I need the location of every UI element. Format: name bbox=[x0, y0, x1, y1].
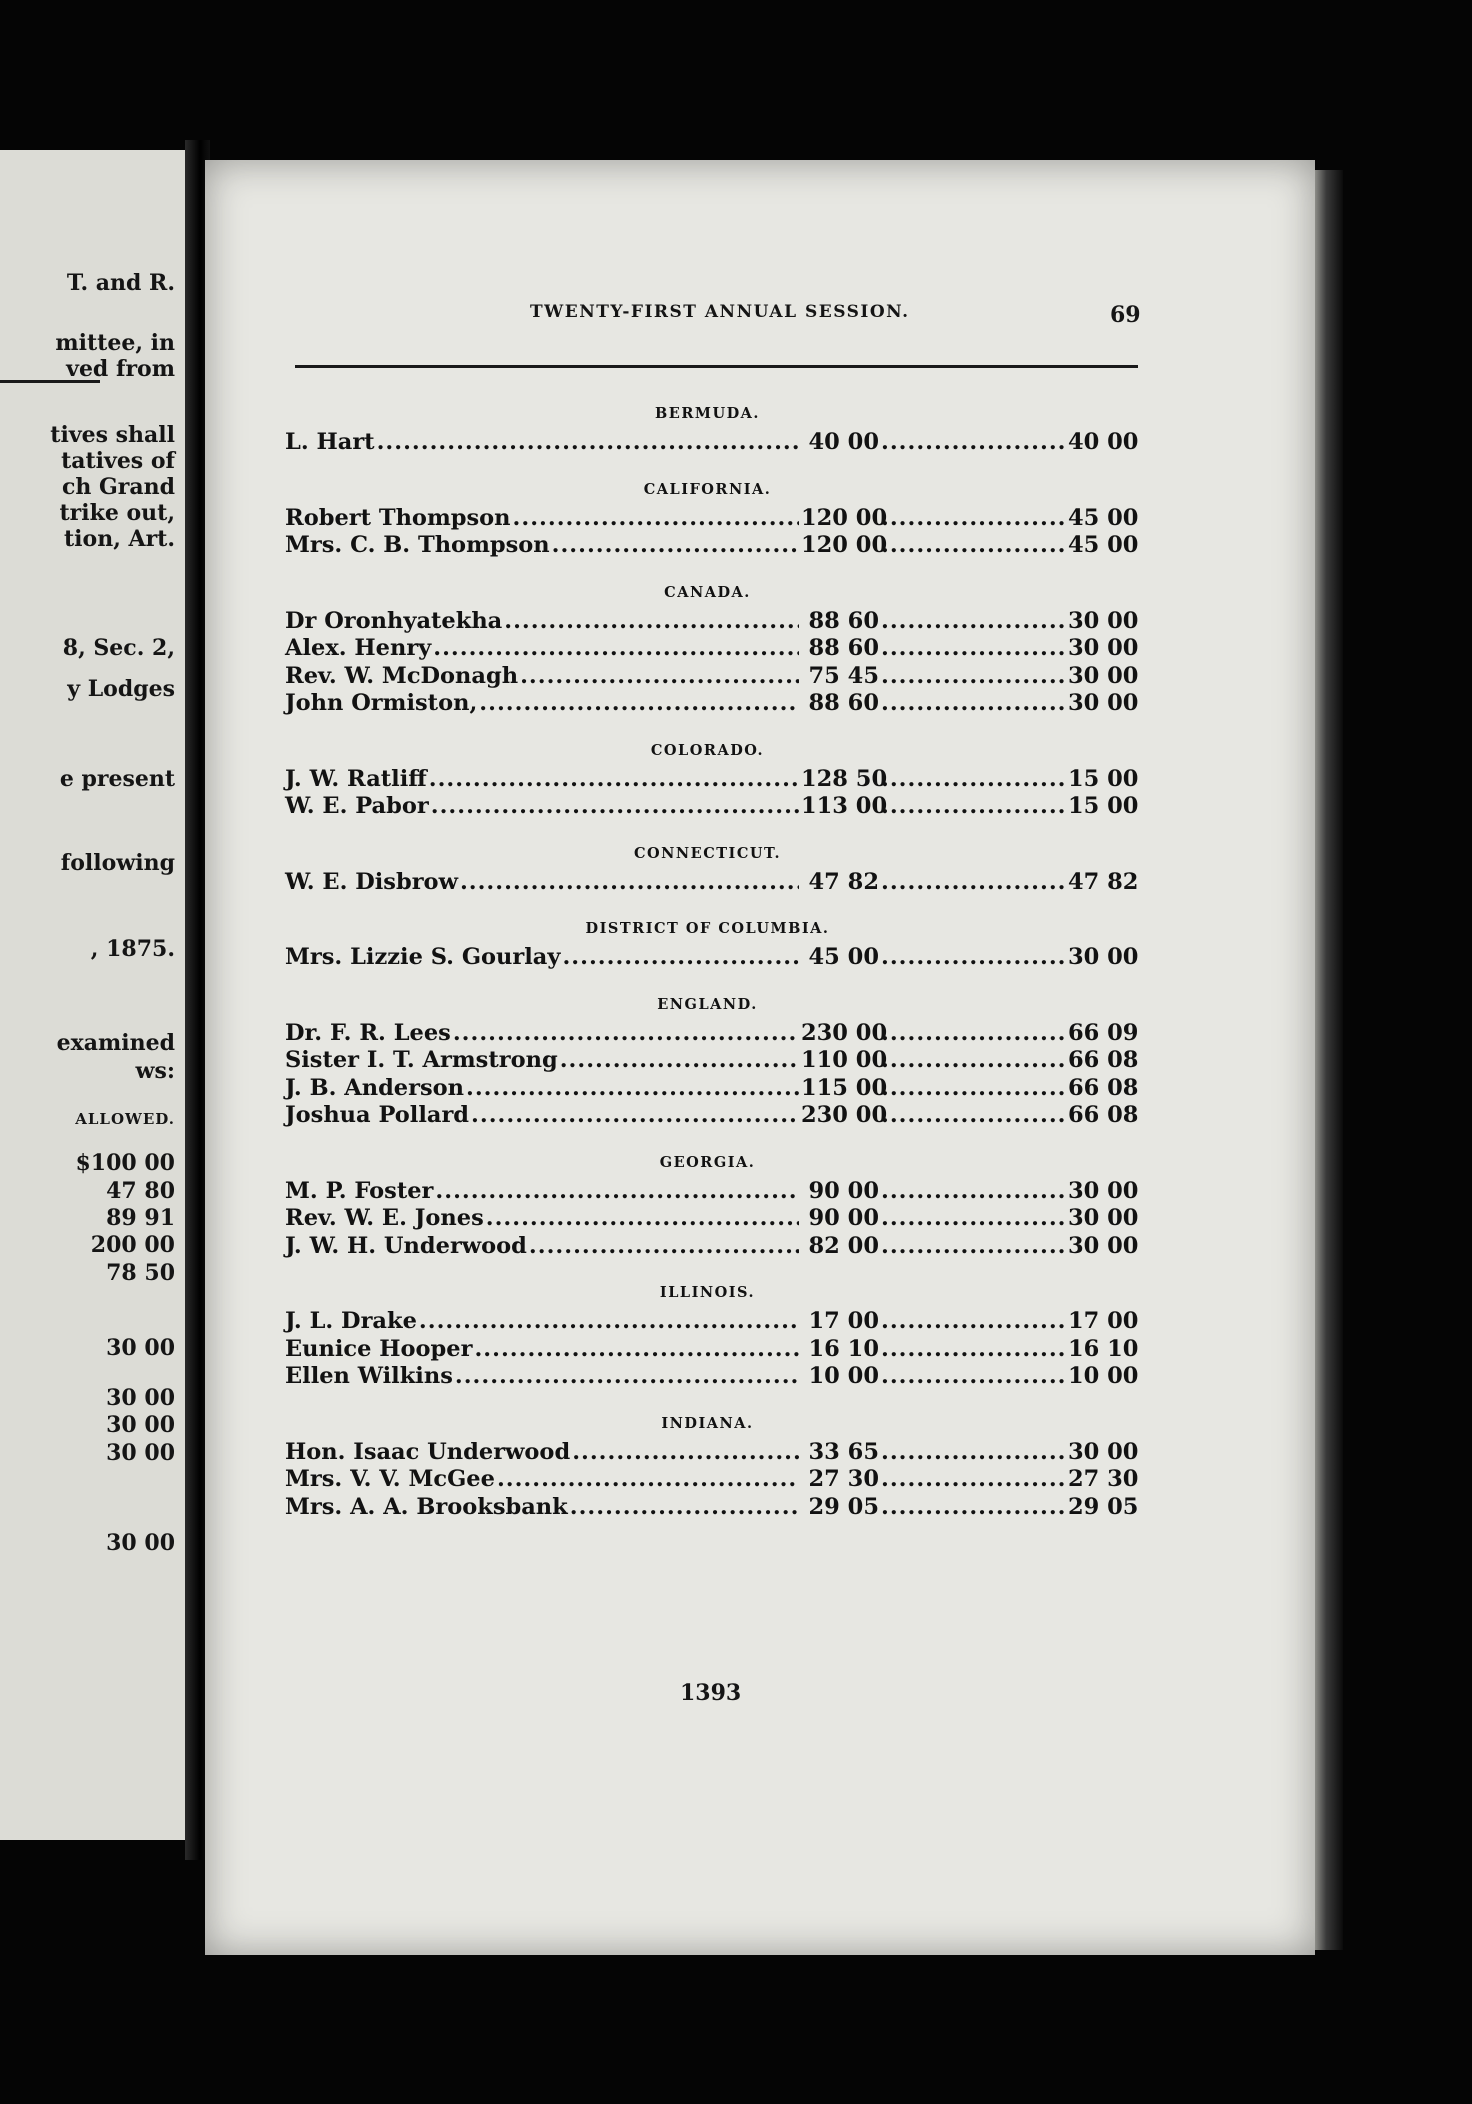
member-name: J. W. H. Underwood bbox=[285, 1232, 527, 1259]
leader-dots bbox=[377, 429, 799, 457]
leader-dots bbox=[881, 869, 1066, 897]
left-page-fragment: examined bbox=[56, 1030, 175, 1056]
leader-dots bbox=[431, 793, 799, 821]
amount-allowed: 66 08 bbox=[1068, 1047, 1139, 1073]
amount-allowed: 47 82 bbox=[1068, 868, 1139, 895]
leader-dots bbox=[520, 663, 799, 691]
leader-dots bbox=[881, 1020, 1066, 1048]
leader-dots bbox=[570, 1494, 799, 1522]
amount-claimed: 88 60 bbox=[808, 607, 879, 634]
amount-allowed: 27 30 bbox=[1068, 1466, 1139, 1492]
section-title: CANADA. bbox=[664, 583, 751, 601]
expense-row bbox=[285, 1232, 1139, 1261]
left-page-fragment: following bbox=[60, 850, 175, 876]
leader-dots bbox=[881, 1336, 1066, 1364]
member-name: Hon. Isaac Underwood bbox=[285, 1438, 571, 1465]
leader-dots bbox=[513, 505, 799, 533]
leader-dots bbox=[486, 1205, 799, 1233]
left-page-fragment: 8, Sec. 2, bbox=[62, 635, 175, 661]
member-name: Eunice Hooper bbox=[285, 1335, 473, 1362]
leader-dots bbox=[529, 1233, 799, 1261]
leader-dots bbox=[881, 663, 1066, 691]
leader-dots bbox=[881, 429, 1066, 457]
expense-row bbox=[285, 1205, 1139, 1233]
amount-allowed: 30 00 bbox=[1068, 1177, 1139, 1204]
expense-row bbox=[285, 1493, 1139, 1522]
expense-row bbox=[285, 793, 1139, 821]
amount-claimed: 110 00 bbox=[801, 1047, 888, 1073]
section-title: GEORGIA. bbox=[659, 1153, 756, 1171]
amount-allowed: 30 00 bbox=[1068, 1232, 1139, 1259]
expense-row bbox=[285, 690, 1139, 718]
amount-claimed: 128 50 bbox=[801, 765, 888, 792]
leader-dots bbox=[881, 532, 1066, 560]
leader-dots bbox=[881, 690, 1066, 718]
left-page-fragment: tives shall bbox=[50, 422, 175, 448]
expense-row bbox=[285, 607, 1139, 636]
left-page-fragment: 30 00 bbox=[106, 1440, 175, 1466]
member-name: Ellen Wilkins bbox=[285, 1363, 453, 1389]
leader-dots bbox=[881, 505, 1066, 533]
left-page-fragment: 78 50 bbox=[106, 1260, 175, 1286]
amount-claimed: 120 00 bbox=[801, 504, 888, 531]
member-name: Mrs. A. A. Brooksbank bbox=[285, 1493, 568, 1520]
member-name: J. L. Drake bbox=[285, 1308, 417, 1334]
expense-row bbox=[285, 1074, 1139, 1103]
member-name: Mrs. V. V. McGee bbox=[285, 1466, 495, 1492]
expense-row bbox=[285, 662, 1139, 691]
amount-claimed: 45 00 bbox=[808, 944, 879, 970]
leader-dots bbox=[433, 635, 799, 663]
expense-row bbox=[285, 504, 1139, 533]
left-page-fragment: ALLOWED. bbox=[75, 1110, 175, 1128]
member-name: Mrs. C. B. Thompson bbox=[285, 532, 550, 558]
amount-allowed: 45 00 bbox=[1068, 532, 1139, 558]
amount-claimed: 230 00 bbox=[801, 1102, 888, 1128]
amount-allowed: 30 00 bbox=[1068, 662, 1139, 689]
left-page-fragment: ved from bbox=[66, 356, 175, 382]
amount-allowed: 29 05 bbox=[1068, 1493, 1139, 1520]
member-name: Robert Thompson bbox=[285, 504, 511, 531]
amount-allowed: 30 00 bbox=[1068, 944, 1139, 970]
expense-row bbox=[285, 868, 1139, 897]
left-page-fragment: tion, Art. bbox=[64, 526, 175, 552]
amount-claimed: 115 00 bbox=[801, 1074, 888, 1101]
leader-dots bbox=[881, 1102, 1066, 1130]
left-page-fragment: T. and R. bbox=[66, 270, 175, 296]
leader-dots bbox=[881, 608, 1066, 636]
running-head: TWENTY-FIRST ANNUAL SESSION. bbox=[530, 302, 910, 322]
leader-dots bbox=[497, 1466, 799, 1494]
member-name: W. E. Pabor bbox=[285, 793, 429, 819]
left-page-fragment: 30 00 bbox=[106, 1335, 175, 1361]
member-name: Rev. W. McDonagh bbox=[285, 662, 519, 689]
leader-dots bbox=[881, 1233, 1066, 1261]
left-page-fragment: ch Grand bbox=[61, 474, 175, 500]
member-name: Dr. F. R. Lees bbox=[285, 1019, 451, 1046]
expense-row bbox=[285, 1019, 1139, 1048]
leader-dots bbox=[435, 1178, 799, 1206]
leader-dots bbox=[460, 869, 799, 897]
header-rule bbox=[295, 365, 1138, 368]
leader-dots bbox=[881, 1466, 1066, 1494]
expense-row bbox=[285, 1308, 1139, 1336]
amount-allowed: 66 08 bbox=[1068, 1102, 1139, 1128]
amount-claimed: 10 00 bbox=[808, 1363, 879, 1389]
expense-row bbox=[285, 944, 1139, 972]
amount-allowed: 40 00 bbox=[1068, 429, 1139, 455]
amount-claimed: 88 60 bbox=[808, 635, 879, 661]
leader-dots bbox=[504, 608, 799, 636]
leader-dots bbox=[474, 1336, 799, 1364]
left-page-fragment: trike out, bbox=[59, 500, 175, 526]
left-page-fragment: mittee, in bbox=[55, 330, 175, 356]
amount-allowed: 66 09 bbox=[1068, 1019, 1139, 1046]
left-page-fragment: tatives of bbox=[61, 448, 175, 474]
amount-allowed: 45 00 bbox=[1068, 504, 1139, 531]
member-name: J. B. Anderson bbox=[285, 1074, 465, 1101]
left-page-fragment: 200 00 bbox=[90, 1232, 175, 1258]
leader-dots bbox=[453, 1020, 799, 1048]
page-number: 69 bbox=[1110, 302, 1141, 328]
leader-dots bbox=[562, 944, 799, 972]
leader-dots bbox=[881, 1075, 1066, 1103]
amount-allowed: 10 00 bbox=[1068, 1363, 1139, 1389]
leader-dots bbox=[881, 944, 1066, 972]
expense-list bbox=[285, 395, 1139, 1535]
leader-dots bbox=[466, 1075, 799, 1103]
section-title: ENGLAND. bbox=[657, 995, 758, 1013]
expense-row bbox=[285, 1177, 1139, 1206]
expense-row bbox=[285, 1047, 1139, 1075]
leader-dots bbox=[471, 1102, 799, 1130]
section-title: INDIANA. bbox=[661, 1414, 754, 1432]
amount-allowed: 17 00 bbox=[1068, 1308, 1139, 1334]
expense-row bbox=[285, 1438, 1139, 1467]
left-page-fragment: ws: bbox=[135, 1058, 175, 1084]
amount-claimed: 113 00 bbox=[801, 793, 888, 819]
member-name: M. P. Foster bbox=[285, 1177, 434, 1204]
leader-dots bbox=[881, 793, 1066, 821]
member-name: L. Hart bbox=[285, 429, 375, 455]
left-page-fragment: $100 00 bbox=[75, 1150, 175, 1176]
amount-claimed: 75 45 bbox=[808, 662, 879, 689]
section-title: CONNECTICUT. bbox=[634, 844, 781, 862]
expense-row bbox=[285, 1363, 1139, 1391]
leader-dots bbox=[552, 532, 799, 560]
leader-dots bbox=[881, 635, 1066, 663]
member-name: J. W. Ratliff bbox=[285, 765, 427, 792]
amount-allowed: 16 10 bbox=[1068, 1335, 1139, 1362]
amount-claimed: 17 00 bbox=[808, 1308, 879, 1334]
left-page-fragment: 30 00 bbox=[106, 1530, 175, 1556]
leader-dots bbox=[881, 1494, 1066, 1522]
left-page-fragment: 89 91 bbox=[106, 1205, 175, 1231]
member-name: Mrs. Lizzie S. Gourlay bbox=[285, 944, 561, 970]
member-name: Joshua Pollard bbox=[285, 1102, 470, 1128]
left-page-fragment: 47 80 bbox=[106, 1178, 175, 1204]
leader-dots bbox=[881, 1439, 1066, 1467]
leader-dots bbox=[881, 1205, 1066, 1233]
left-page-fragment: y Lodges bbox=[67, 676, 175, 702]
amount-allowed: 30 00 bbox=[1068, 1438, 1139, 1465]
member-name: W. E. Disbrow bbox=[285, 868, 458, 895]
leader-dots bbox=[560, 1047, 799, 1075]
amount-claimed: 120 00 bbox=[801, 532, 888, 558]
member-name: Sister I. T. Armstrong bbox=[285, 1047, 558, 1073]
amount-allowed: 30 00 bbox=[1068, 690, 1139, 716]
expense-row bbox=[285, 532, 1139, 560]
leader-dots bbox=[881, 1308, 1066, 1336]
section-title: DISTRICT OF COLUMBIA. bbox=[585, 920, 830, 937]
amount-claimed: 27 30 bbox=[808, 1466, 879, 1492]
left-facing-page bbox=[0, 150, 185, 1840]
member-name: John Ormiston, bbox=[285, 690, 478, 716]
section-title: BERMUDA. bbox=[655, 405, 760, 422]
signature-number: 1393 bbox=[680, 1680, 742, 1706]
leader-dots bbox=[572, 1439, 799, 1467]
expense-row bbox=[285, 429, 1139, 457]
amount-claimed: 29 05 bbox=[808, 1493, 879, 1520]
section-title: ILLINOIS. bbox=[659, 1284, 756, 1301]
expense-row bbox=[285, 1466, 1139, 1494]
expense-row bbox=[285, 765, 1139, 794]
amount-allowed: 15 00 bbox=[1068, 793, 1139, 819]
left-page-fragment: 30 00 bbox=[106, 1385, 175, 1411]
leader-dots bbox=[881, 1178, 1066, 1206]
section-title: COLORADO. bbox=[650, 741, 765, 759]
amount-allowed: 66 08 bbox=[1068, 1074, 1139, 1101]
amount-claimed: 230 00 bbox=[801, 1019, 888, 1046]
amount-claimed: 90 00 bbox=[808, 1205, 879, 1231]
amount-claimed: 82 00 bbox=[808, 1232, 879, 1259]
expense-row bbox=[285, 1335, 1139, 1364]
member-name: Dr Oronhyatekha bbox=[285, 607, 503, 634]
left-page-fragment: , 1875. bbox=[90, 936, 175, 962]
leader-dots bbox=[479, 690, 799, 718]
page-edge-shadow bbox=[1315, 170, 1343, 1950]
section-title: CALIFORNIA. bbox=[643, 480, 772, 498]
amount-allowed: 30 00 bbox=[1068, 1205, 1139, 1231]
amount-claimed: 90 00 bbox=[808, 1177, 879, 1204]
leader-dots bbox=[881, 766, 1066, 794]
leader-dots bbox=[455, 1363, 799, 1391]
amount-claimed: 88 60 bbox=[808, 690, 879, 716]
amount-claimed: 47 82 bbox=[808, 868, 879, 895]
expense-row bbox=[285, 1102, 1139, 1130]
leader-dots bbox=[881, 1363, 1066, 1391]
left-page-fragment: e present bbox=[59, 766, 175, 792]
leader-dots bbox=[881, 1047, 1066, 1075]
amount-claimed: 16 10 bbox=[808, 1335, 879, 1362]
amount-allowed: 30 00 bbox=[1068, 635, 1139, 661]
amount-claimed: 40 00 bbox=[808, 429, 879, 455]
member-name: Rev. W. E. Jones bbox=[285, 1205, 484, 1231]
amount-allowed: 30 00 bbox=[1068, 607, 1139, 634]
expense-row bbox=[285, 635, 1139, 663]
leader-dots bbox=[429, 766, 799, 794]
amount-claimed: 33 65 bbox=[808, 1438, 879, 1465]
left-page-fragment: 30 00 bbox=[106, 1412, 175, 1438]
member-name: Alex. Henry bbox=[285, 635, 432, 661]
leader-dots bbox=[419, 1308, 799, 1336]
amount-allowed: 15 00 bbox=[1068, 765, 1139, 792]
